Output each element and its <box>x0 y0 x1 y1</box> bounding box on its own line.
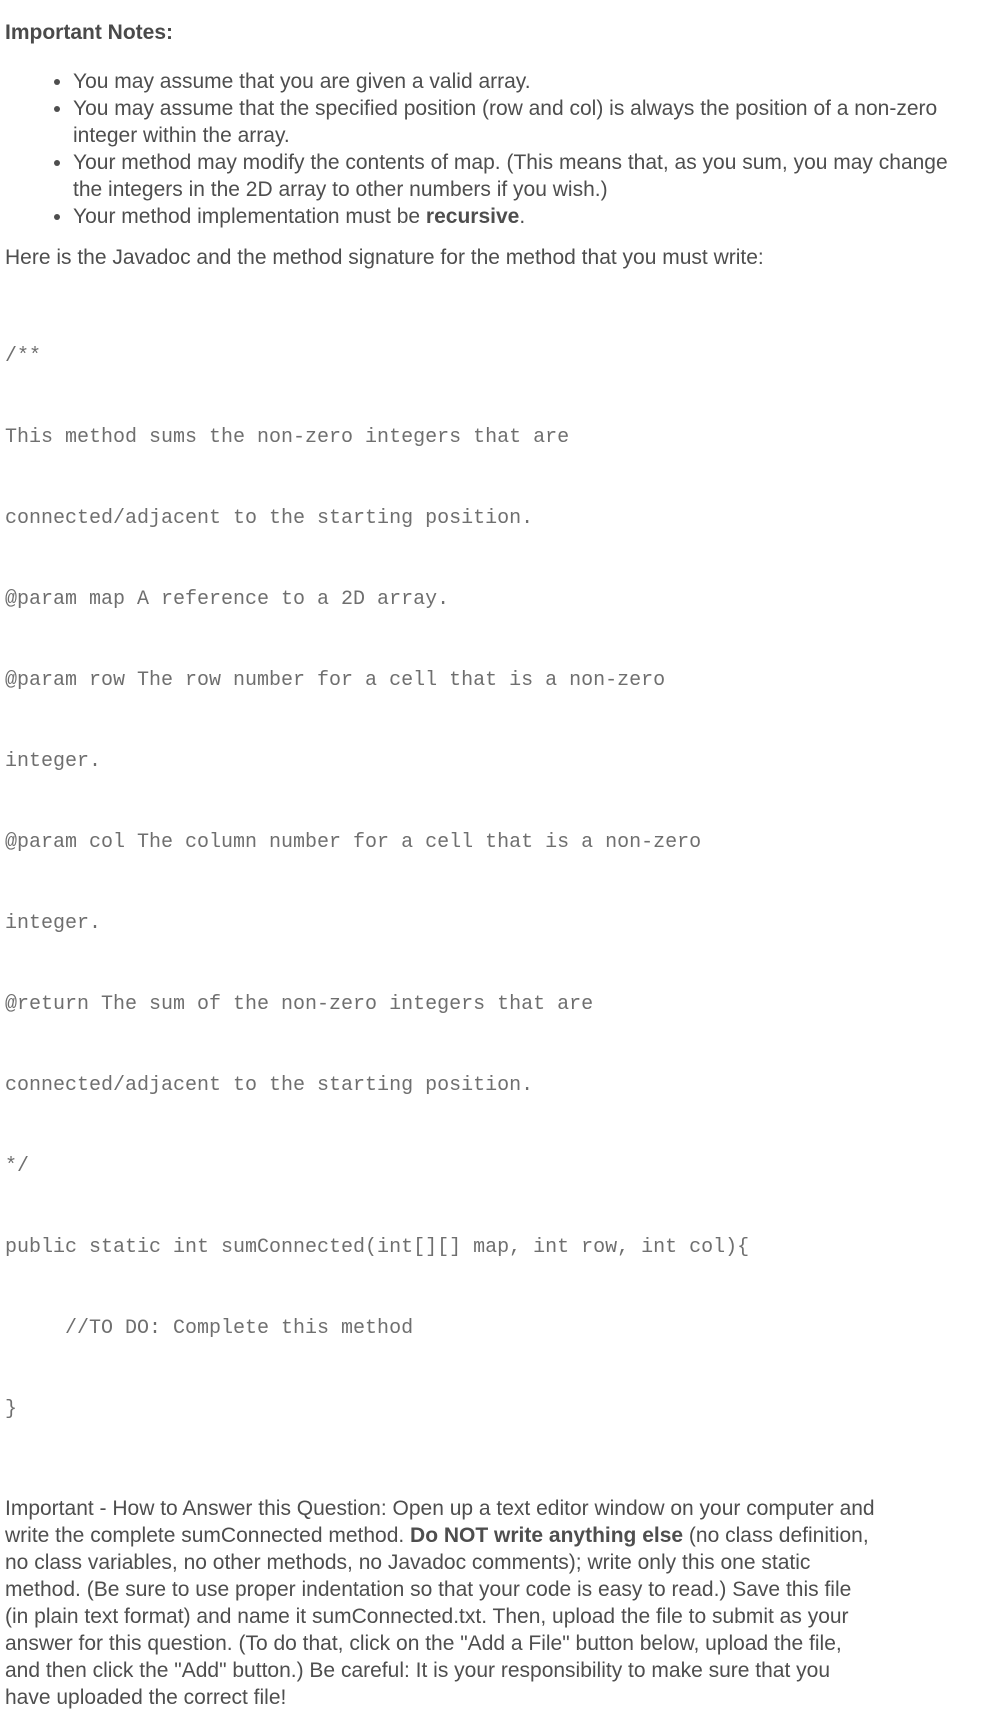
code-line: @return The sum of the non-zero integers that are <box>5 993 594 1016</box>
code-line: integer. <box>5 750 102 773</box>
notes-heading: Important Notes: <box>5 21 173 44</box>
answer-emphasis: Do NOT write anything else <box>410 1524 684 1547</box>
note-item: • Your method may modify the contents of map. (This means that, as you sum, you may change the integers in the 2D array to other numbers if you wish.) <box>73 149 965 203</box>
code-line: } <box>5 1398 18 1421</box>
code-block <box>5 289 965 1477</box>
note-text: Your method implementation must be <box>73 205 426 228</box>
code-line: @param col The column number for a cell that is a non-zero <box>5 831 702 854</box>
code-line: connected/adjacent to the starting position. <box>5 1074 534 1097</box>
answer-text: Important - How to Answer this Question: Open up a text editor window on your computer and write the complete sumConnected method. <box>5 1497 875 1547</box>
code-line: */ <box>5 1155 30 1178</box>
intro-text: Here is the Javadoc and the method signature for the method that you must write: <box>5 246 764 269</box>
note-item: • You may assume that the specified position (row and col) is always the position of a non-zero integer within the array. <box>73 95 965 149</box>
answer-instructions <box>5 1495 875 1711</box>
code-line: integer. <box>5 912 102 935</box>
notes-list <box>5 68 965 230</box>
code-line: connected/adjacent to the starting position. <box>5 507 534 530</box>
code-line: This method sums the non-zero integers that are <box>5 426 570 449</box>
code-line: @param row The row number for a cell that is a non-zero <box>5 669 666 692</box>
code-line: public static int sumConnected(int[][] map, int row, int col){ <box>5 1236 750 1259</box>
code-line: @param map A reference to a 2D array. <box>5 588 450 611</box>
answer-text: (no class definition, no class variables, no other methods, no Javadoc comments); write only this one static method. (Be sure to use proper indentation so that your code is easy to read.) Save this file (in plain text format) and name it sumConnected.txt. Then, upload the file to submit as your answer for this question. (To do that, click on the "Add a File" button below, upload the file, and then click the "Add" button.) Be careful: It is your responsibility to make sure that you have uploaded the correct file! <box>5 1524 869 1709</box>
note-item <box>73 203 965 230</box>
note-item: • You may assume that you are given a valid array. <box>73 68 965 95</box>
code-line: /** <box>5 345 42 368</box>
note-text: . <box>519 205 526 228</box>
code-line: //TO DO: Complete this method <box>5 1317 414 1340</box>
note-emphasis: recursive <box>425 205 520 228</box>
